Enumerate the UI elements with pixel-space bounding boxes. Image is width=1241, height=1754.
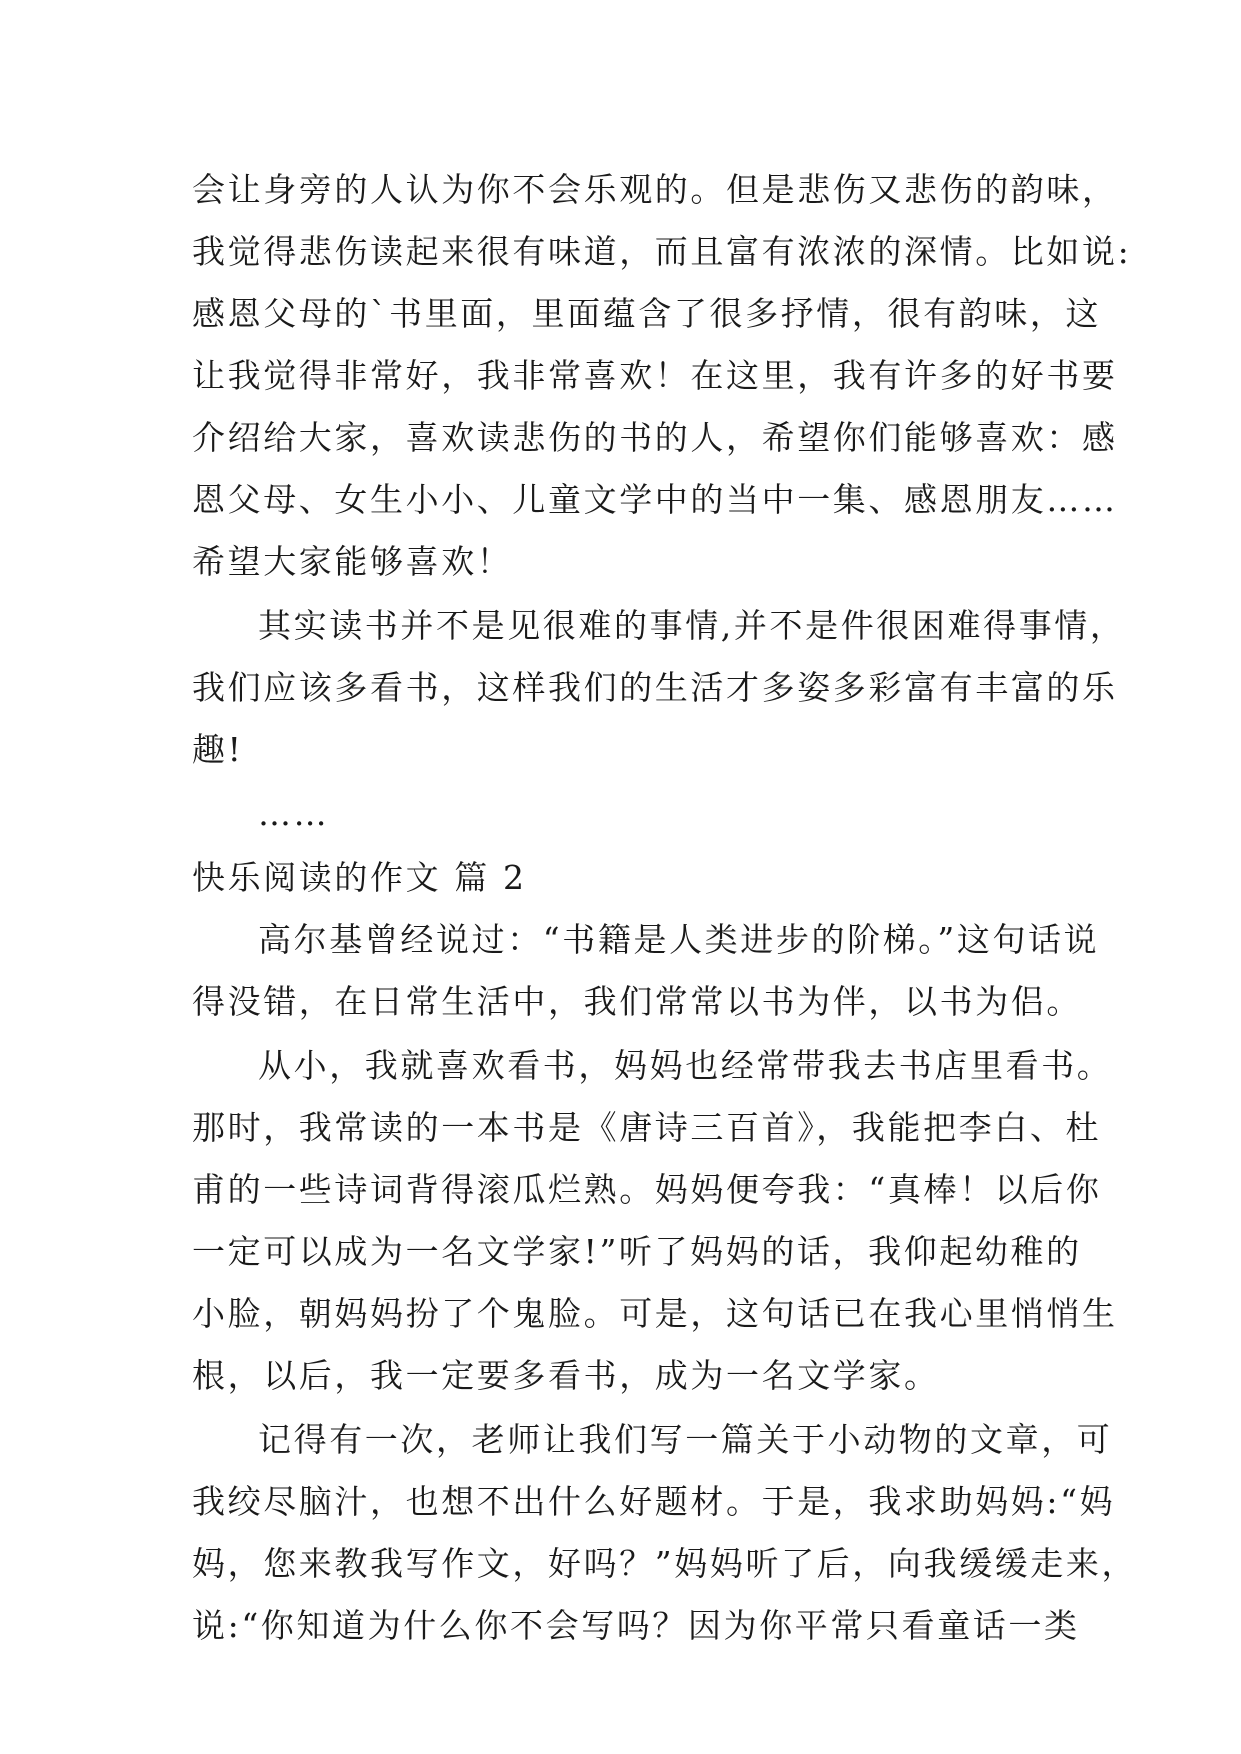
- text-line: 高尔基曾经说过：“书籍是人类进步的阶梯。”这句话说: [258, 920, 1100, 959]
- text-line: 妈，您来教我写作文，好吗？”妈妈听了后，向我缓缓走来，: [192, 1544, 1138, 1583]
- text-line: 根，以后，我一定要多看书，成为一名文学家。: [192, 1356, 940, 1395]
- text-line: 甫的一些诗词背得滚瓜烂熟。妈妈便夸我：“真棒！以后你: [192, 1170, 1102, 1209]
- text-line: 会让身旁的人认为你不会乐观的。但是悲伤又悲伤的韵味，: [192, 170, 1118, 209]
- text-line: 一定可以成为一名文学家!”听了妈妈的话，我仰起幼稚的: [192, 1232, 1082, 1271]
- text-line: 介绍给大家，喜欢读悲伤的书的人，希望你们能够喜欢：感: [192, 418, 1118, 457]
- text-line: 我觉得悲伤读起来很有味道，而且富有浓浓的深情。比如说:: [192, 232, 1132, 271]
- section-heading: 快乐阅读的作文 篇 2: [192, 858, 527, 897]
- text-line: ……: [258, 794, 330, 833]
- text-line: 其实读书并不是见很难的事情,并不是件很困难得事情，: [258, 606, 1126, 645]
- text-line: 感恩父母的`书里面，里面蕴含了很多抒情，很有韵味，这: [192, 294, 1102, 333]
- text-line: 让我觉得非常好，我非常喜欢！在这里，我有许多的好书要: [192, 356, 1118, 395]
- text-line: 恩父母、女生小小、儿童文学中的当中一集、感恩朋友……: [192, 480, 1118, 519]
- text-line: 从小，我就喜欢看书，妈妈也经常带我去书店里看书。: [258, 1046, 1113, 1085]
- text-line: 希望大家能够喜欢！: [192, 542, 513, 581]
- text-line: 得没错，在日常生活中，我们常常以书为伴，以书为侣。: [192, 982, 1082, 1021]
- text-line: 我绞尽脑汁，也想不出什么好题材。于是，我求助妈妈:“妈: [192, 1482, 1116, 1521]
- text-line: 记得有一次，老师让我们写一篇关于小动物的文章，可: [258, 1420, 1113, 1459]
- text-line: 我们应该多看书，这样我们的生活才多姿多彩富有丰富的乐: [192, 668, 1118, 707]
- text-line: 说:“你知道为什么你不会写吗？因为你平常只看童话一类: [192, 1606, 1080, 1645]
- text-line: 小脸，朝妈妈扮了个鬼脸。可是，这句话已在我心里悄悄生: [192, 1294, 1118, 1333]
- text-line: 趣!: [192, 730, 244, 769]
- text-line: 那时，我常读的一本书是《唐诗三百首》，我能把李白、杜: [192, 1108, 1102, 1147]
